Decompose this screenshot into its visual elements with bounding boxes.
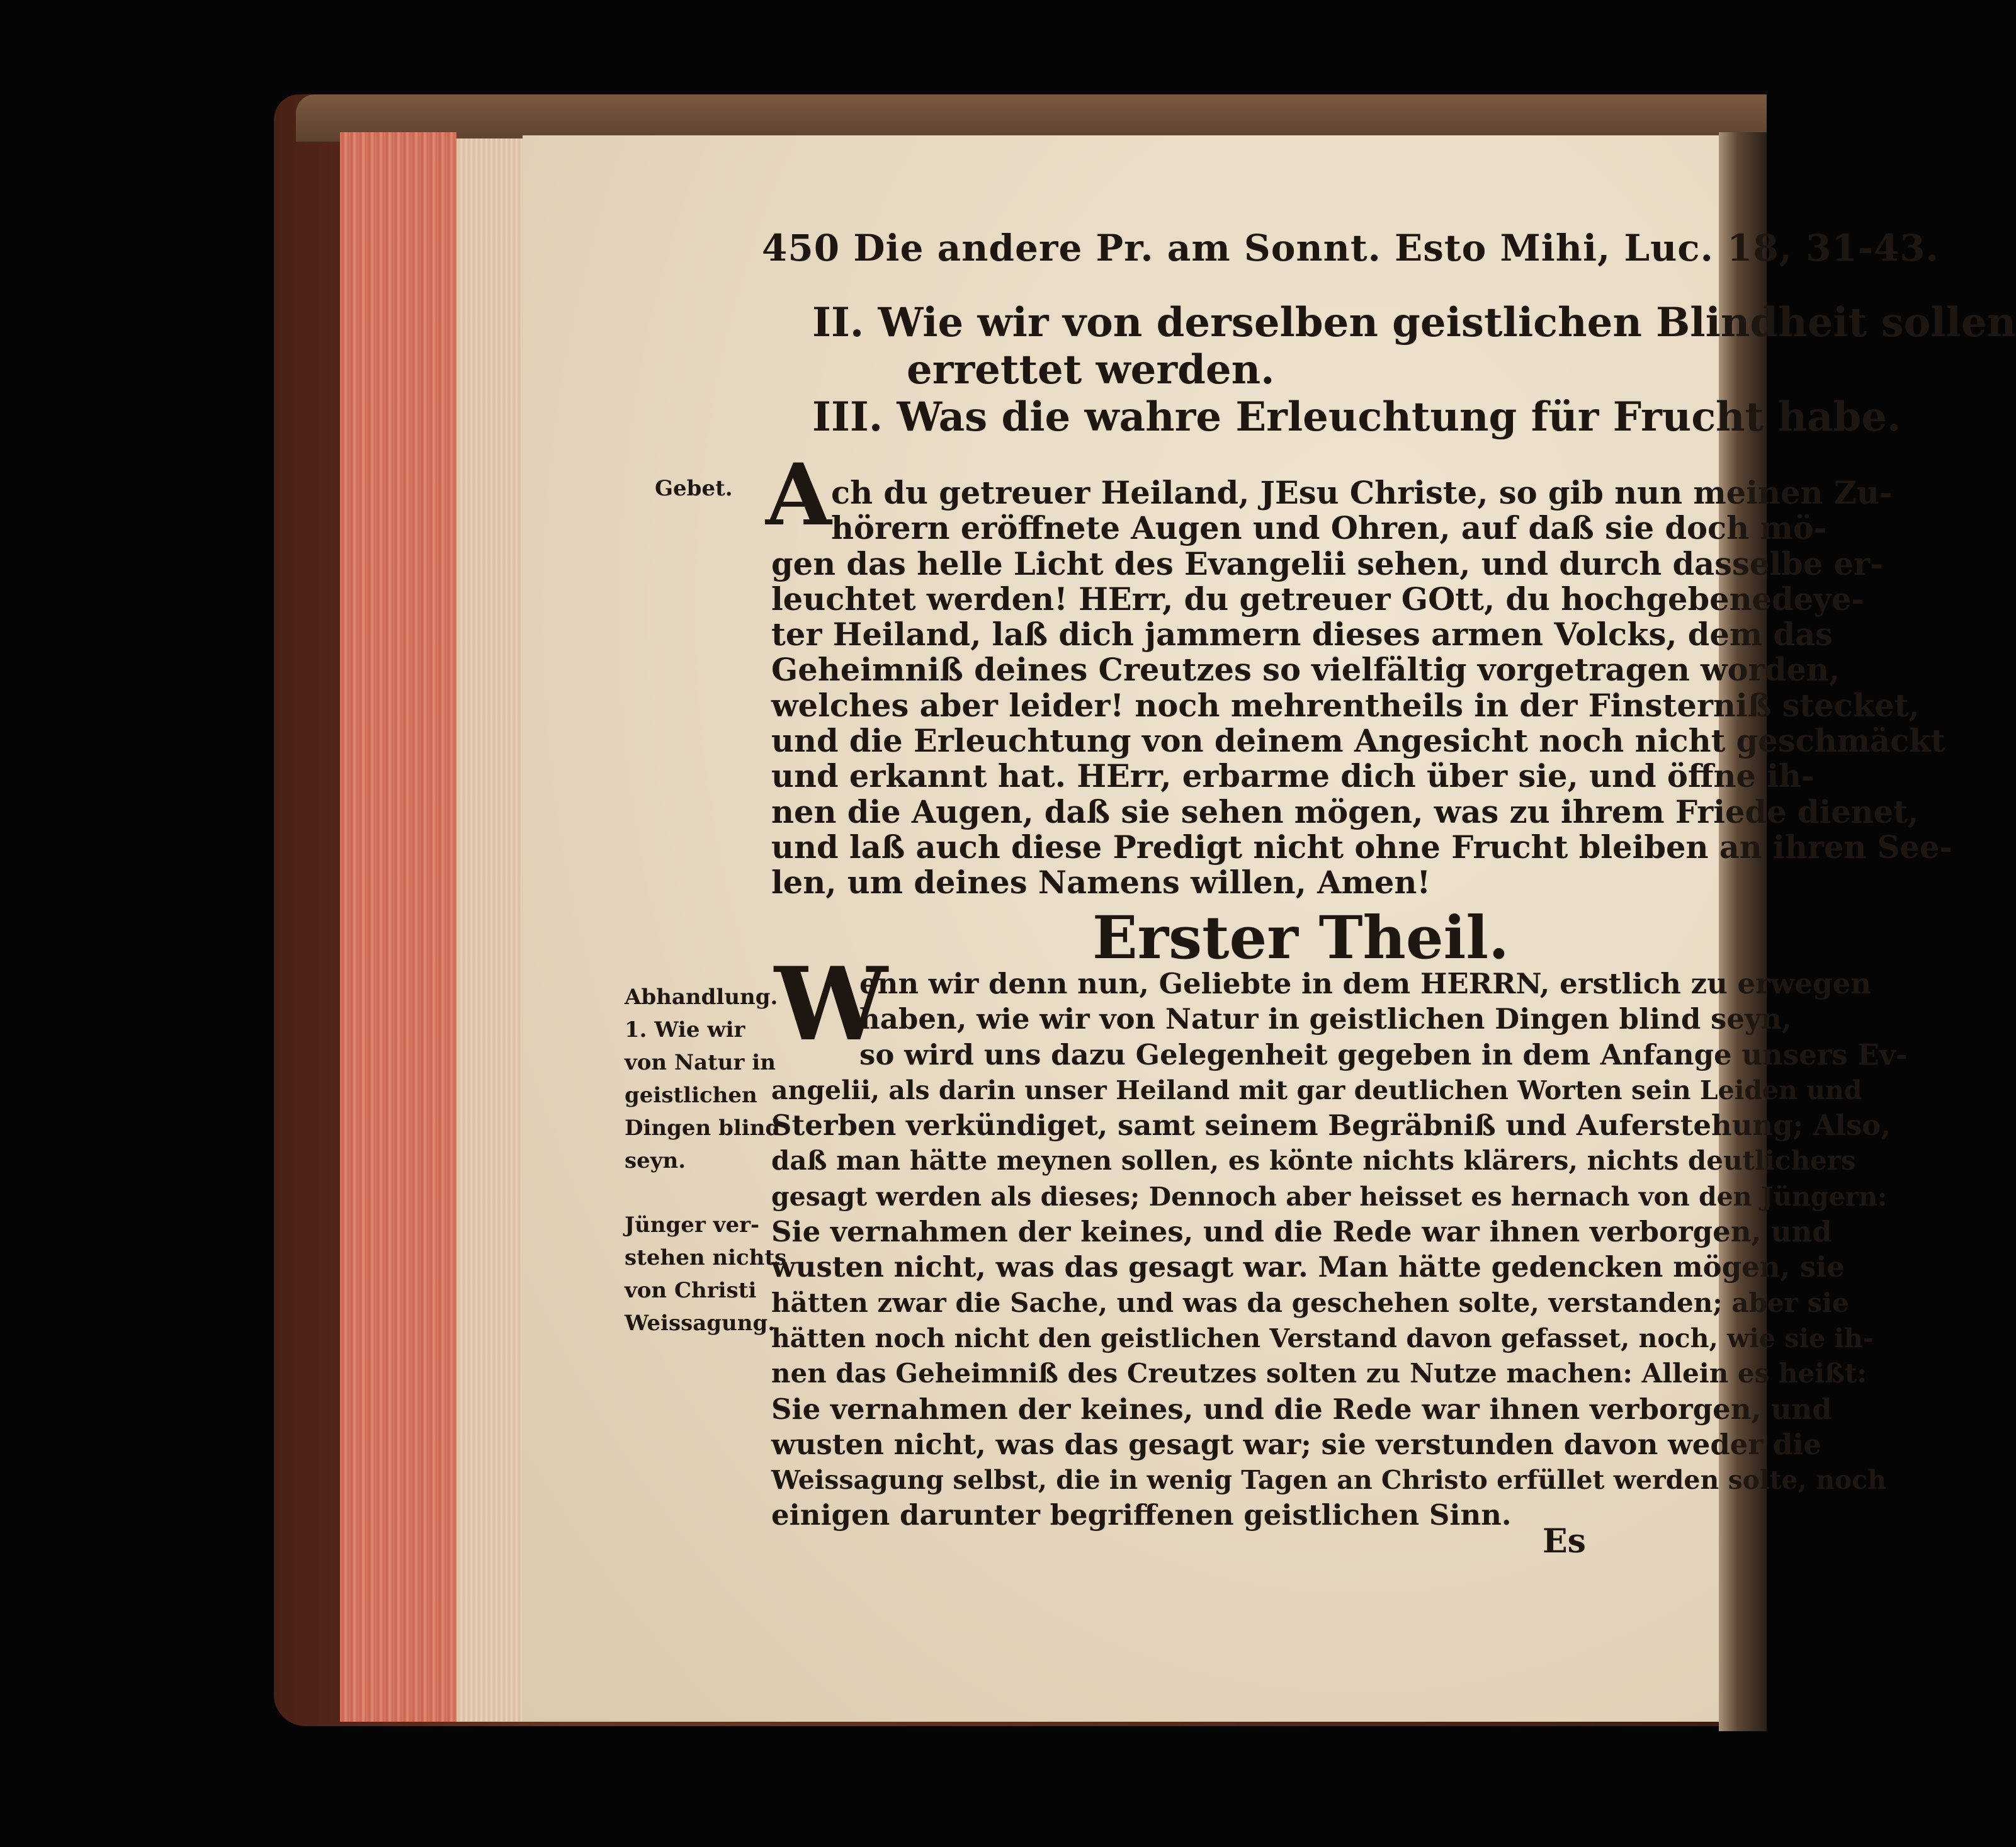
text-line: und die Erleuchtung von deinem Angesicht noch nicht geschmäckt (771, 723, 1945, 760)
text-line: Geheimniß deines Creutzes so vielfältig vorgetragen worden, (771, 652, 1840, 689)
text-line: gen das helle Licht des Evangelii sehen, und durch dasselbe er- (771, 545, 1883, 582)
part-one-paragraph (771, 966, 1908, 1534)
prayer-paragraph (771, 475, 1952, 901)
text-line: enn wir denn nun, Geliebte in dem HERRN, erstlich zu erwegen (859, 967, 1871, 1000)
text-line: daß man hätte meynen sollen, es könte nichts klärers, nichts deutlichers (771, 1145, 1856, 1177)
margin-line: Weissagung. (625, 1311, 776, 1336)
outline-item-2: II. Wie wir von derselben geistlichen Blindheit sollen (812, 299, 2016, 346)
text-line: hörern eröffnete Augen und Ohren, auf daß sie doch mö- (831, 510, 1827, 547)
text-line: Weissagung selbst, die in wenig Tagen an Christo erfüllet werden solte, noch (771, 1465, 1887, 1496)
outline-item-2-continued: errettet werden. (907, 346, 1275, 393)
margin-note-juenger (625, 1209, 786, 1340)
text-line: wusten nicht, was das gesagt war. Man hätte gedencken mögen, sie (771, 1250, 1845, 1284)
text-line: haben, wie wir von Natur in geistlichen Dingen blind seyn, (859, 1002, 1792, 1036)
text-line: Sie vernahmen der keines, und die Rede war ihnen verborgen, und (771, 1392, 1832, 1426)
margin-line: Jünger ver- (625, 1212, 760, 1238)
margin-line: seyn. (625, 1148, 686, 1173)
catchword: Es (1543, 1522, 1586, 1561)
text-line: gesagt werden als dieses; Dennoch aber heisset es hernach von den Jüngern: (771, 1181, 1888, 1212)
margin-line: stehen nichts (625, 1245, 787, 1270)
text-line: ch du getreuer Heiland, JEsu Christe, so gib nun meinen Zu- (831, 475, 1893, 511)
red-page-edges (340, 132, 456, 1722)
text-line: so wird uns dazu Gelegenheit gegeben in dem Anfange unsers Ev- (859, 1037, 1908, 1071)
part-one-drop-initial: W (774, 945, 888, 1063)
margin-line: 1. Wie wir (625, 1017, 745, 1042)
text-line: len, um deines Namens willen, Amen! (771, 864, 1431, 901)
text-line: leuchtet werden! HErr, du getreuer GOtt, du hochgebenedeye- (771, 580, 1864, 618)
section-heading: Erster Theil. (1092, 903, 1509, 973)
margin-line: von Natur in (625, 1050, 776, 1075)
text-line: und erkannt hat. HErr, erbarme dich über sie, und öffne ih- (771, 758, 1815, 795)
text-line: einigen darunter begriffenen geistlichen Sinn. (771, 1498, 1512, 1532)
text-line: hätten noch nicht den geistlichen Verstand davon gefasset, noch, wie sie ih- (771, 1323, 1874, 1353)
outline-item-3: III. Was die wahre Erleuchtung für Frucht habe. (812, 393, 1901, 441)
prayer-drop-initial: A (766, 444, 832, 545)
running-header: 450 Die andere Pr. am Sonnt. Esto Mihi, Luc. 18, 31-43. (762, 227, 1939, 269)
margin-line: Abhandlung. (625, 985, 778, 1010)
margin-line: Dingen blind (625, 1116, 781, 1141)
margin-note-abhandlung (625, 981, 780, 1177)
text-line: Sterben verkündiget, samt seinem Begräbniß und Auferstehung; Also, (771, 1109, 1891, 1143)
text-line: nen die Augen, daß sie sehen mögen, was zu ihrem Friede dienet, (771, 793, 1919, 830)
text-line: ter Heiland, laß dich jammern dieses armen Volcks, dem das (771, 616, 1833, 653)
page-stack (456, 138, 526, 1722)
margin-line: geistlichen (625, 1083, 757, 1108)
text-line: wusten nicht, was das gesagt war; sie verstunden davon weder die (771, 1427, 1821, 1461)
text-line: Sie vernahmen der keines, und die Rede war ihnen verborgen, und (771, 1215, 1832, 1249)
text-line: welches aber leider! noch mehrentheils in der Finsterniß stecket, (771, 687, 1920, 724)
text-line: nen das Geheimniß des Creutzes solten zu Nutze machen: Allein es heißt: (771, 1358, 1867, 1389)
text-line: angelii, als darin unser Heiland mit gar deutlichen Worten sein Leiden und (771, 1075, 1862, 1105)
margin-note-gebet: Gebet. (655, 476, 733, 501)
text-line: und laß auch diese Predigt nicht ohne Frucht bleiben an ihren Seе- (771, 828, 1952, 866)
book-top-edge (296, 94, 1767, 142)
margin-line: von Christi (625, 1278, 757, 1303)
text-line: hätten zwar die Sache, und was da geschehen solte, verstanden; aber sie (771, 1287, 1849, 1318)
